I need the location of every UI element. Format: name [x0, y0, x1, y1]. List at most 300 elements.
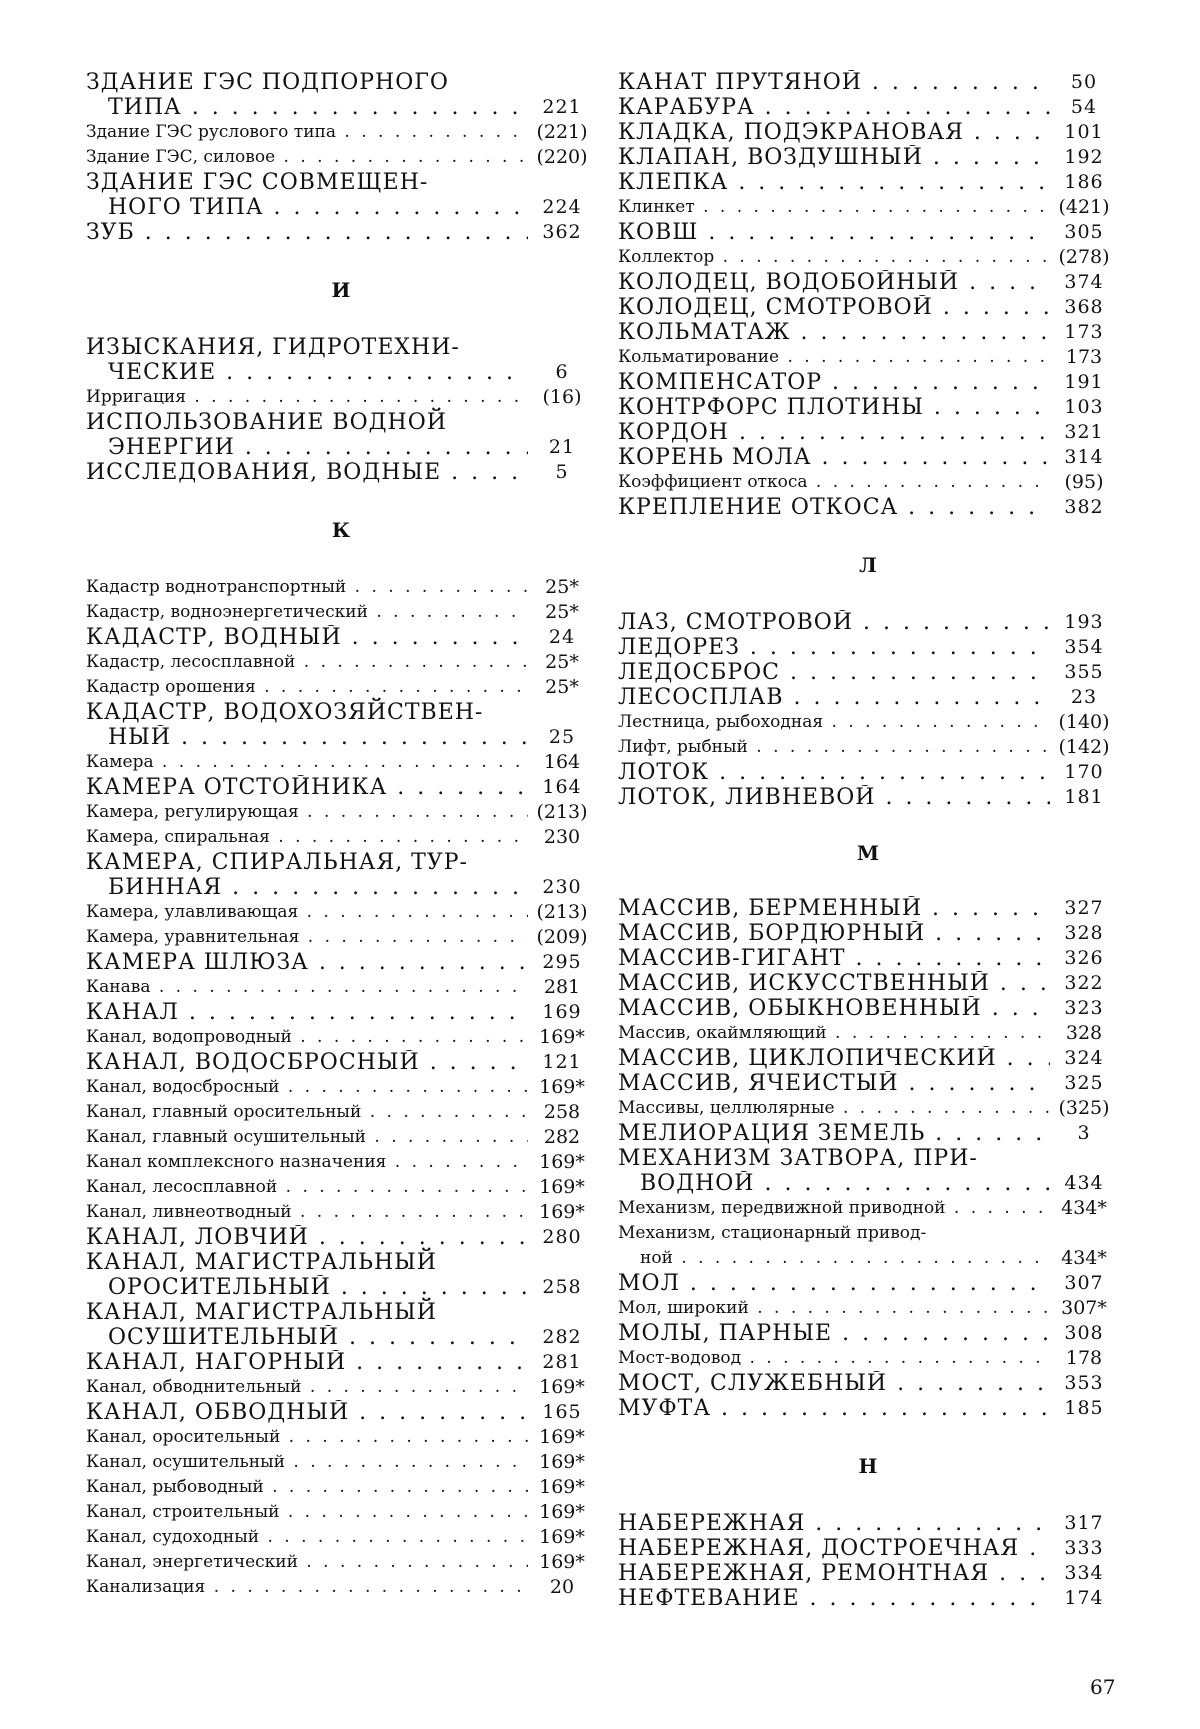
entry-page: 282: [528, 1125, 596, 1150]
entry-term: Кадастр, лесосплавной . . .: [86, 650, 528, 675]
index-entry: [618, 1021, 1118, 1046]
index-entry: [618, 1196, 1118, 1221]
index-entry: [618, 896, 1118, 921]
entry-term: КАРАБУРА . . .: [618, 95, 1050, 120]
entry-page: 169*: [528, 1025, 596, 1050]
entry-term: Канал комплексного назначения . . .: [86, 1150, 528, 1175]
index-entry: [618, 145, 1118, 170]
index-entry: [86, 750, 596, 775]
entry-page: 221: [528, 95, 596, 120]
entry-page: 170: [1050, 760, 1118, 785]
entry-term-line2: ной . . .: [640, 1246, 1050, 1271]
entry-page: 169*: [528, 1425, 596, 1450]
index-entry: [618, 270, 1118, 295]
index-entry: [618, 660, 1118, 685]
entry-term: КАНАЛ . . .: [86, 1000, 528, 1025]
index-entry: [618, 785, 1118, 810]
index-entry: [86, 1025, 596, 1050]
entry-term: Кадастр орошения . . .: [86, 675, 528, 700]
entry-page: 193: [1050, 610, 1118, 635]
entry-term: Камера, спиральная . . .: [86, 825, 528, 850]
entry-page: (325): [1050, 1096, 1118, 1121]
entry-term: Канал, рыбоводный . . .: [86, 1475, 528, 1500]
entry-page: 5: [528, 460, 596, 485]
index-entry: [618, 70, 1118, 95]
entry-term: Коллектор . . .: [618, 245, 1050, 270]
entry-page: 101: [1050, 120, 1118, 145]
entry-term: Здание ГЭС руслового типа . . .: [86, 120, 528, 145]
entry-term: Канал, водосбросный . . .: [86, 1075, 528, 1100]
entry-page: 169*: [528, 1375, 596, 1400]
index-entry: [618, 345, 1118, 370]
entry-term: Ирригация . . .: [86, 385, 528, 410]
entry-term: Канал, оросительный . . .: [86, 1425, 528, 1450]
index-entry: [618, 395, 1118, 420]
index-entry: [86, 800, 596, 825]
entry-page: 307: [1050, 1271, 1118, 1296]
entry-page: (213): [528, 800, 596, 825]
entry-term: Мол, широкий . . .: [618, 1296, 1050, 1321]
entry-page: 169*: [528, 1475, 596, 1500]
index-entry: [86, 600, 596, 625]
index-entry: [86, 1450, 596, 1475]
index-entry: [86, 1175, 596, 1200]
right-column: [618, 70, 1118, 1611]
entry-term: МОСТ, СЛУЖЕБНЫЙ . . .: [618, 1371, 1050, 1396]
entry-term-line1: ИЗЫСКАНИЯ, ГИДРОТЕХНИ-: [86, 335, 596, 360]
entry-term-line1: КАДАСТР, ВОДОХОЗЯЙСТВЕН-: [86, 700, 596, 725]
entry-page: 165: [528, 1400, 596, 1425]
index-entry: [86, 775, 596, 800]
entry-page: (421): [1050, 195, 1118, 220]
entry-page: 374: [1050, 270, 1118, 295]
index-entry: [86, 335, 596, 385]
entry-term: КЛЕПКА . . .: [618, 170, 1050, 195]
entry-term: МАССИВ, ЦИКЛОПИЧЕСКИЙ . . .: [618, 1046, 1050, 1071]
entry-page: 334: [1050, 1561, 1118, 1586]
entry-term: МАССИВ, ИСКУССТВЕННЫЙ . . .: [618, 971, 1050, 996]
index-entry: [86, 220, 596, 245]
index-entry: [86, 1425, 596, 1450]
entry-page: 434: [1050, 1171, 1118, 1196]
entry-page: 333: [1050, 1536, 1118, 1561]
letter-heading-n: Н: [618, 1451, 1118, 1481]
entry-page: 362: [528, 220, 596, 245]
index-entry: [618, 1586, 1118, 1611]
index-entry: [618, 971, 1118, 996]
index-entry: [86, 1075, 596, 1100]
entry-page: 382: [1050, 495, 1118, 520]
entry-page: 322: [1050, 971, 1118, 996]
entry-term: КАМЕРА ОТСТОЙНИКА . . .: [86, 775, 528, 800]
entry-term: Канал, судоходный . . .: [86, 1525, 528, 1550]
entry-page: 282: [528, 1325, 596, 1350]
entry-term-line2: ЧЕСКИЕ . . .: [108, 360, 528, 385]
index-entry: [86, 1375, 596, 1400]
index-entry: [86, 1200, 596, 1225]
entry-term: Канал, водопроводный . . .: [86, 1025, 528, 1050]
index-entry: [618, 370, 1118, 395]
entry-page: (142): [1050, 735, 1118, 760]
index-entry: [618, 295, 1118, 320]
entry-term: Камера . . .: [86, 750, 528, 775]
index-entry: [86, 1150, 596, 1175]
entry-page: 230: [528, 825, 596, 850]
index-entry: [86, 1525, 596, 1550]
index-entry: [86, 1400, 596, 1425]
entry-page: 323: [1050, 996, 1118, 1021]
entry-term: Лифт, рыбный . . .: [618, 735, 1050, 760]
entry-page: 192: [1050, 145, 1118, 170]
entry-term: Канал, ливнеотводный . . .: [86, 1200, 528, 1225]
entry-term-line1: КАМЕРА, СПИРАЛЬНАЯ, ТУР-: [86, 850, 596, 875]
entry-page: 169: [528, 1000, 596, 1025]
entry-term: МАССИВ-ГИГАНТ . . .: [618, 946, 1050, 971]
entry-page: 169*: [528, 1525, 596, 1550]
index-entry: [86, 410, 596, 460]
letter-heading-i: И: [86, 275, 596, 305]
index-entry: [618, 1396, 1118, 1421]
entry-page: (16): [528, 385, 596, 410]
entry-page: 324: [1050, 1046, 1118, 1071]
index-entry: [618, 170, 1118, 195]
letter-heading-l: Л: [618, 550, 1118, 580]
entry-term-line2: ОСУШИТЕЛЬНЫЙ . . .: [108, 1325, 528, 1350]
entry-term: МАССИВ, БОРДЮРНЫЙ . . .: [618, 921, 1050, 946]
entry-term: КОЛОДЕЦ, СМОТРОВОЙ . . .: [618, 295, 1050, 320]
entry-term: КАДАСТР, ВОДНЫЙ . . .: [86, 625, 528, 650]
entry-page: 169*: [528, 1500, 596, 1525]
index-entry: [86, 1500, 596, 1525]
entry-page: 103: [1050, 395, 1118, 420]
index-entry: [86, 975, 596, 1000]
index-entry: [86, 900, 596, 925]
index-entry: [618, 120, 1118, 145]
entry-term: Массивы, целлюлярные . . .: [618, 1096, 1050, 1121]
entry-term: МЕЛИОРАЦИЯ ЗЕМЕЛЬ . . .: [618, 1121, 1050, 1146]
section-k: [86, 575, 596, 1600]
entry-term: Канал, осушительный . . .: [86, 1450, 528, 1475]
index-entry: [618, 1271, 1118, 1296]
index-entry: [618, 635, 1118, 660]
letter-heading-m: М: [618, 838, 1118, 868]
entry-term: МАССИВ, ОБЫКНОВЕННЫЙ . . .: [618, 996, 1050, 1021]
index-entry: [86, 1475, 596, 1500]
index-entry: [86, 625, 596, 650]
entry-page: (140): [1050, 710, 1118, 735]
entry-term: Канал, обводнительный . . .: [86, 1375, 528, 1400]
page-number: 67: [1090, 1675, 1115, 1699]
entry-term: Канал, главный осушительный . . .: [86, 1125, 528, 1150]
entry-term: ЛАЗ, СМОТРОВОЙ . . .: [618, 610, 1050, 635]
index-entry: [86, 70, 596, 120]
entry-page: 173: [1050, 345, 1118, 370]
entry-term: Механизм, передвижной приводной . . .: [618, 1196, 1050, 1221]
entry-page: 280: [528, 1225, 596, 1250]
entry-page: 6: [528, 360, 596, 385]
entry-page: (209): [528, 925, 596, 950]
index-entry: [618, 1121, 1118, 1146]
entry-term: ЛЕДОСБРОС . . .: [618, 660, 1050, 685]
index-entry: [618, 946, 1118, 971]
entry-term-line2: НЫЙ . . .: [108, 725, 528, 750]
entry-page: 174: [1050, 1586, 1118, 1611]
entry-page: 368: [1050, 295, 1118, 320]
entry-term: Камера, регулирующая . . .: [86, 800, 528, 825]
entry-page: 25: [528, 725, 596, 750]
entry-term: Камера, улавливающая . . .: [86, 900, 528, 925]
entry-page: 325: [1050, 1071, 1118, 1096]
entry-page: 25*: [528, 575, 596, 600]
entry-page: 25*: [528, 600, 596, 625]
entry-term: НАБЕРЕЖНАЯ, ДОСТРОЕЧНАЯ . . .: [618, 1536, 1050, 1561]
index-entry: [618, 1071, 1118, 1096]
entry-term: МУФТА . . .: [618, 1396, 1050, 1421]
index-entry: [86, 675, 596, 700]
section-m: [618, 896, 1118, 1421]
entry-term: КОЛЬМАТАЖ . . .: [618, 320, 1050, 345]
entry-page: 164: [528, 775, 596, 800]
index-entry: [86, 850, 596, 900]
index-entry: [618, 996, 1118, 1021]
index-entry: [86, 1350, 596, 1375]
entry-page: 23: [1050, 685, 1118, 710]
entry-page: (213): [528, 900, 596, 925]
entry-page: 3: [1050, 1121, 1118, 1146]
index-entry: [618, 95, 1118, 120]
entry-term: НЕФТЕВАНИЕ . . .: [618, 1586, 1050, 1611]
entry-page: 326: [1050, 946, 1118, 971]
entry-term-line1: ЗДАНИЕ ГЭС СОВМЕЩЕН-: [86, 170, 596, 195]
index-entry: [618, 420, 1118, 445]
entry-term: ЛОТОК, ЛИВНЕВОЙ . . .: [618, 785, 1050, 810]
index-entry: [618, 710, 1118, 735]
entry-page: 434*: [1050, 1246, 1118, 1271]
entry-page: 169*: [528, 1200, 596, 1225]
index-entry: [618, 610, 1118, 635]
entry-page: 317: [1050, 1511, 1118, 1536]
entry-term: Клинкет . . .: [618, 195, 1050, 220]
entry-term: МОЛЫ, ПАРНЫЕ . . .: [618, 1321, 1050, 1346]
entry-term: КРЕПЛЕНИЕ ОТКОСА . . .: [618, 495, 1050, 520]
index-entry: [618, 195, 1118, 220]
index-entry: [618, 1296, 1118, 1321]
entry-page: 230: [528, 875, 596, 900]
index-entry: [86, 460, 596, 485]
entry-term: КЛАПАН, ВОЗДУШНЫЙ . . .: [618, 145, 1050, 170]
entry-term: ЗУБ . . .: [86, 220, 528, 245]
index-entry: [618, 470, 1118, 495]
index-entry: [86, 700, 596, 750]
index-entry: [618, 760, 1118, 785]
entry-page: 224: [528, 195, 596, 220]
entry-page: 308: [1050, 1321, 1118, 1346]
index-entry: [618, 921, 1118, 946]
entry-term: ИССЛЕДОВАНИЯ, ВОДНЫЕ . . .: [86, 460, 528, 485]
entry-page: 20: [528, 1575, 596, 1600]
entry-term: ЛЕСОСПЛАВ . . .: [618, 685, 1050, 710]
entry-term: КОНТРФОРС ПЛОТИНЫ . . .: [618, 395, 1050, 420]
entry-page: 353: [1050, 1371, 1118, 1396]
entry-term: Кадастр, водноэнергетический . . .: [86, 600, 528, 625]
entry-page: 173: [1050, 320, 1118, 345]
index-entry: [86, 1575, 596, 1600]
entry-page: 24: [528, 625, 596, 650]
entry-term: МАССИВ, БЕРМЕННЫЙ . . .: [618, 896, 1050, 921]
index-entry: [86, 1300, 596, 1350]
entry-page: 186: [1050, 170, 1118, 195]
section-l: [618, 610, 1118, 810]
entry-page: 281: [528, 975, 596, 1000]
entry-term: Кольматирование . . .: [618, 345, 1050, 370]
index-entry: [618, 1536, 1118, 1561]
entry-term: КАНАЛ, ВОДОСБРОСНЫЙ . . .: [86, 1050, 528, 1075]
entry-page: 307*: [1050, 1296, 1118, 1321]
entry-term: Здание ГЭС, силовое . . .: [86, 145, 528, 170]
entry-page: 191: [1050, 370, 1118, 395]
entry-term-line1: Механизм, стационарный привод-: [618, 1221, 1118, 1246]
section-n: [618, 1511, 1118, 1611]
entry-term: КОЛОДЕЦ, ВОДОБОЙНЫЙ . . .: [618, 270, 1050, 295]
entry-page: 169*: [528, 1150, 596, 1175]
index-entry: [86, 1000, 596, 1025]
section-k-continued: [618, 70, 1118, 520]
entry-term-line1: МЕХАНИЗМ ЗАТВОРА, ПРИ-: [618, 1146, 1118, 1171]
entry-term: Канал, энергетический . . .: [86, 1550, 528, 1575]
entry-term: МАССИВ, ЯЧЕИСТЫЙ . . .: [618, 1071, 1050, 1096]
entry-page: 434*: [1050, 1196, 1118, 1221]
index-entry: [618, 1046, 1118, 1071]
entry-page: (278): [1050, 245, 1118, 270]
entry-term: КАНАЛ, НАГОРНЫЙ . . .: [86, 1350, 528, 1375]
entry-term: НАБЕРЕЖНАЯ . . .: [618, 1511, 1050, 1536]
entry-term: Коэффициент откоса . . .: [618, 470, 1050, 495]
entry-term: Массив, окаймляющий . . .: [618, 1021, 1050, 1046]
left-column: [86, 70, 596, 1600]
section-i: [86, 335, 596, 485]
entry-page: 169*: [528, 1175, 596, 1200]
entry-page: 328: [1050, 1021, 1118, 1046]
entry-term: Канал, строительный . . .: [86, 1500, 528, 1525]
entry-page: 50: [1050, 70, 1118, 95]
index-entry: [618, 1146, 1118, 1196]
entry-term: Мост-водовод . . .: [618, 1346, 1050, 1371]
entry-term: КАНАЛ, ОБВОДНЫЙ . . .: [86, 1400, 528, 1425]
entry-term-line2: ВОДНОЙ . . .: [640, 1171, 1050, 1196]
index-entry: [618, 1346, 1118, 1371]
entry-page: (220): [528, 145, 596, 170]
index-entry: [86, 1050, 596, 1075]
index-entry: [618, 1096, 1118, 1121]
entry-page: (95): [1050, 470, 1118, 495]
entry-page: 305: [1050, 220, 1118, 245]
entry-term: Кадастр воднотранспортный . . .: [86, 575, 528, 600]
entry-term: КОРЕНЬ МОЛА . . .: [618, 445, 1050, 470]
entry-term: Лестница, рыбоходная . . .: [618, 710, 1050, 735]
index-entry: [86, 575, 596, 600]
index-entry: [86, 120, 596, 145]
index-entry: [86, 145, 596, 170]
entry-page: 328: [1050, 921, 1118, 946]
index-entry: [618, 1511, 1118, 1536]
entry-term: КОРДОН . . .: [618, 420, 1050, 445]
entry-page: 178: [1050, 1346, 1118, 1371]
index-entry: [618, 220, 1118, 245]
entry-term: ЛЕДОРЕЗ . . .: [618, 635, 1050, 660]
entry-page: 281: [528, 1350, 596, 1375]
index-entry: [618, 1561, 1118, 1586]
index-entry: [618, 1221, 1118, 1271]
index-entry: [86, 1225, 596, 1250]
index-entry: [86, 1125, 596, 1150]
index-entry: [86, 1550, 596, 1575]
entry-term: ЛОТОК . . .: [618, 760, 1050, 785]
entry-page: 25*: [528, 675, 596, 700]
index-entry: [86, 1100, 596, 1125]
entry-page: 258: [528, 1275, 596, 1300]
index-entry: [618, 445, 1118, 470]
index-entry: [618, 245, 1118, 270]
entry-term-line1: ЗДАНИЕ ГЭС ПОДПОРНОГО: [86, 70, 596, 95]
entry-term: КОВШ . . .: [618, 220, 1050, 245]
entry-page: 355: [1050, 660, 1118, 685]
entry-term: КЛАДКА, ПОДЭКРАНОВАЯ . . .: [618, 120, 1050, 145]
index-entry: [618, 685, 1118, 710]
entry-term-line2: БИННАЯ . . .: [108, 875, 528, 900]
entry-page: 121: [528, 1050, 596, 1075]
index-entry: [618, 1371, 1118, 1396]
entry-term: Канал, главный оросительный . . .: [86, 1100, 528, 1125]
entry-page: 21: [528, 435, 596, 460]
entry-term: Камера, уравнительная . . .: [86, 925, 528, 950]
entry-term-line2: ОРОСИТЕЛЬНЫЙ . . .: [108, 1275, 528, 1300]
entry-term: Канава . . .: [86, 975, 528, 1000]
index-entry: [86, 650, 596, 675]
letter-heading-k: К: [86, 515, 596, 545]
entry-term: КАНАТ ПРУТЯНОЙ . . .: [618, 70, 1050, 95]
entry-term-line2: НОГО ТИПА . . .: [108, 195, 528, 220]
section-z: [86, 70, 596, 245]
index-entry: [618, 735, 1118, 760]
entry-page: 169*: [528, 1075, 596, 1100]
index-entry: [86, 925, 596, 950]
entry-term-line1: КАНАЛ, МАГИСТРАЛЬНЫЙ: [86, 1300, 596, 1325]
entry-page: 354: [1050, 635, 1118, 660]
entry-page: 185: [1050, 1396, 1118, 1421]
entry-page: 258: [528, 1100, 596, 1125]
index-entry: [86, 1250, 596, 1300]
entry-term: Канал, лесосплавной . . .: [86, 1175, 528, 1200]
entry-page: 169*: [528, 1550, 596, 1575]
entry-page: 181: [1050, 785, 1118, 810]
entry-term: НАБЕРЕЖНАЯ, РЕМОНТНАЯ . . .: [618, 1561, 1050, 1586]
index-entry: [618, 495, 1118, 520]
entry-page: 295: [528, 950, 596, 975]
index-entry: [86, 385, 596, 410]
index-entry: [86, 950, 596, 975]
entry-term: МОЛ . . .: [618, 1271, 1050, 1296]
entry-page: 321: [1050, 420, 1118, 445]
index-entry: [86, 170, 596, 220]
entry-page: 327: [1050, 896, 1118, 921]
entry-page: 164: [528, 750, 596, 775]
entry-page: 25*: [528, 650, 596, 675]
entry-term: КАМЕРА ШЛЮЗА . . .: [86, 950, 528, 975]
entry-term: КОМПЕНСАТОР . . .: [618, 370, 1050, 395]
entry-term-line1: КАНАЛ, МАГИСТРАЛЬНЫЙ: [86, 1250, 596, 1275]
entry-term-line2: ТИПА . . .: [108, 95, 528, 120]
entry-page: (221): [528, 120, 596, 145]
